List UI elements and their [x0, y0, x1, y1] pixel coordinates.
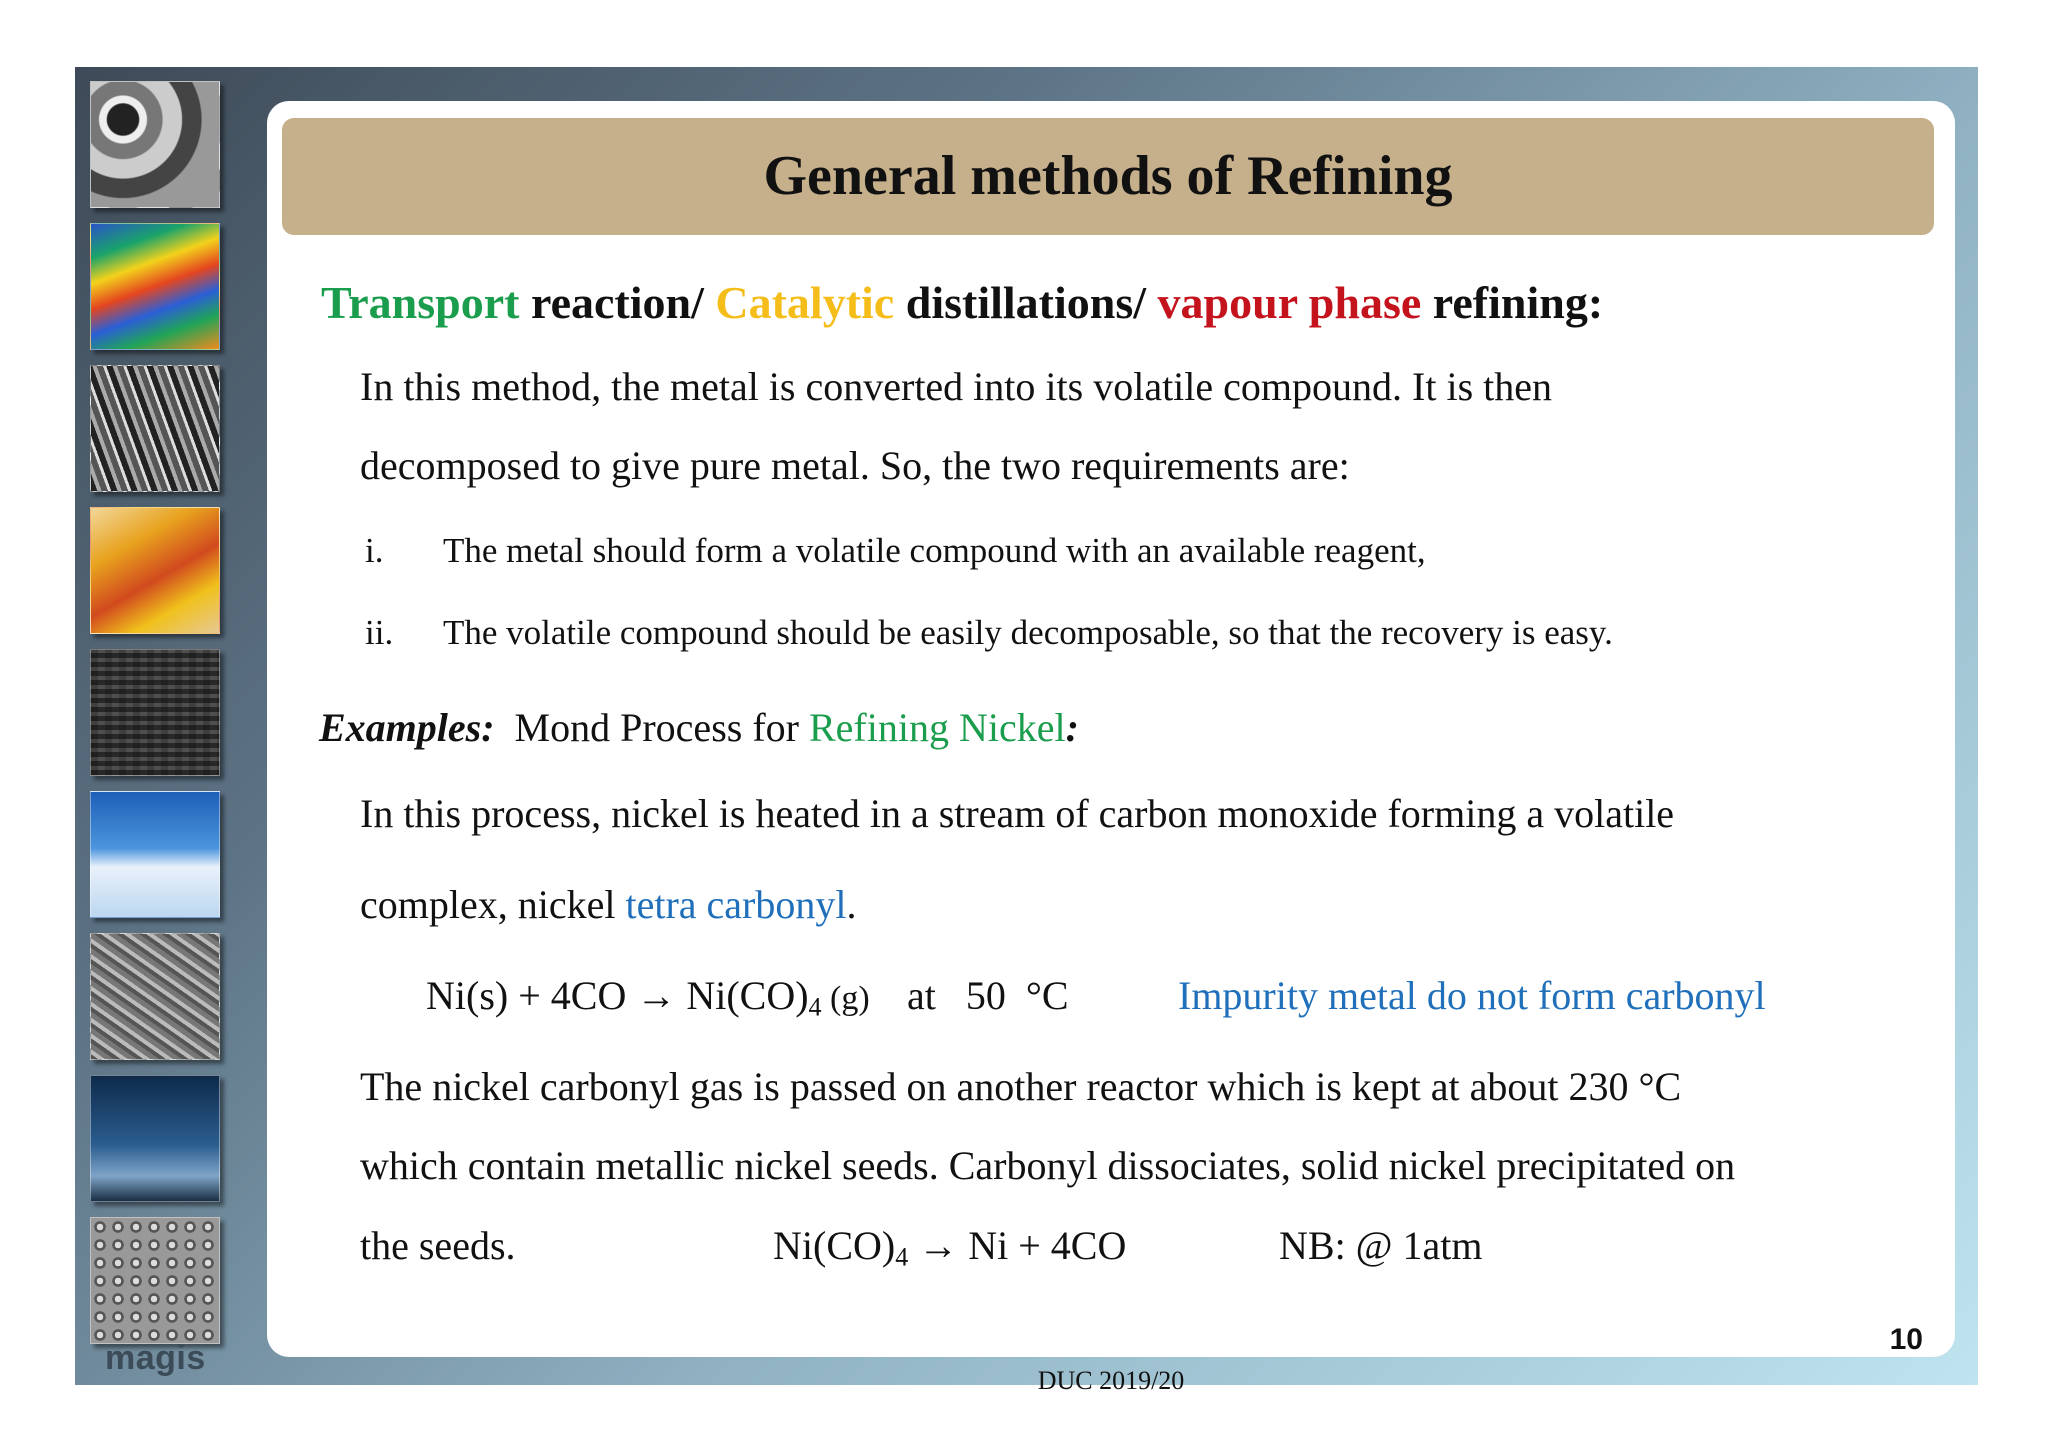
heading-catalytic: Catalytic	[715, 277, 895, 328]
wind-turbine-image	[90, 1075, 220, 1202]
examples-line	[319, 704, 1079, 751]
fiber-micrograph-image	[90, 365, 220, 492]
intro-line-2: decomposed to give pure metal. So, the two requirements are:	[360, 443, 1350, 488]
decomposition-line-3: the seeds.	[360, 1223, 516, 1268]
pressure-note: NB: @ 1atm	[1279, 1223, 1483, 1268]
heading-distillations: distillations/	[894, 277, 1158, 328]
equation-formation-state: (g)	[821, 980, 870, 1017]
decomposition-line-1: The nickel carbonyl gas is passed on another reactor which is kept at about 230 °C	[360, 1064, 1682, 1109]
footer-text: DUC 2019/20	[1037, 1366, 1185, 1395]
process-line-2-c: .	[846, 882, 857, 927]
stress-model-image	[90, 507, 220, 634]
examples-label: Examples:	[319, 705, 495, 750]
section-heading	[321, 276, 1603, 329]
requirement-text: The metal should form a volatile compound with an available reagent,	[443, 531, 1426, 570]
impurity-note: Impurity metal do not form carbonyl	[1178, 973, 1766, 1018]
thumbnail-strip	[90, 81, 220, 1359]
equation-decomposition	[773, 1222, 1126, 1273]
airplane-image	[90, 791, 220, 918]
microstructure-image	[90, 649, 220, 776]
examples-highlight: Refining Nickel	[808, 705, 1066, 750]
title-bar	[282, 118, 1934, 235]
fracture-surface-image	[90, 933, 220, 1060]
intro-line-1: In this method, the metal is converted into its volatile compound. It is then	[360, 364, 1553, 409]
heading-reaction: reaction/	[519, 277, 716, 328]
turbine-image	[90, 81, 220, 208]
requirement-number: ii.	[365, 613, 394, 652]
decomposition-line-2: which contain metallic nickel seeds. Carbonyl dissociates, solid nickel precipitated on	[360, 1143, 1736, 1188]
process-line-2	[360, 881, 856, 928]
heading-transport: Transport	[321, 277, 520, 328]
equation-formation-lhs: Ni(s) + 4CO → Ni(CO)	[426, 973, 809, 1018]
content-panel	[267, 101, 1955, 1395]
requirement-number: i.	[365, 531, 384, 570]
equation-decomposition-rhs: → Ni + 4CO	[908, 1223, 1127, 1268]
simulation-block-image	[90, 223, 220, 350]
tetra-carbonyl-term: tetra carbonyl	[625, 882, 847, 927]
process-line-2-a: complex, nickel	[360, 882, 626, 927]
magis-logo: magis	[105, 1339, 206, 1377]
slide-title: General methods of Refining	[763, 145, 1453, 207]
equation-formation-subscript: 4	[808, 992, 822, 1022]
crystal-grain-image	[90, 1217, 220, 1344]
examples-text: Mond Process for	[514, 705, 809, 750]
equation-decomposition-lhs: Ni(CO)	[773, 1223, 896, 1268]
equation-condition: at 50 °C	[907, 973, 1069, 1018]
process-line-1: In this process, nickel is heated in a stream of carbon monoxide forming a volatile	[360, 791, 1675, 836]
requirement-text: The volatile compound should be easily decomposable, so that the recovery is easy.	[443, 613, 1613, 652]
equation-decomposition-subscript: 4	[895, 1242, 909, 1272]
heading-refining: refining:	[1421, 277, 1604, 328]
equation-formation	[426, 972, 870, 1023]
slide-background	[75, 67, 1978, 1395]
page-number: 10	[1889, 1323, 1923, 1356]
examples-colon: :	[1065, 705, 1079, 750]
heading-vapour-phase: vapour phase	[1157, 277, 1422, 328]
